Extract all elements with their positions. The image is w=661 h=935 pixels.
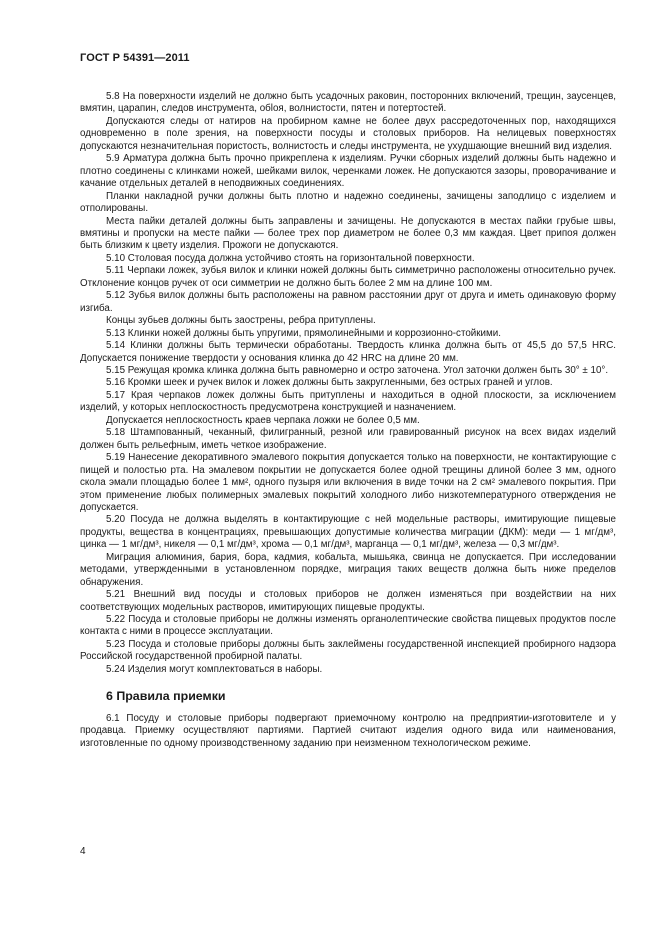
paragraph: Концы зубьев должны быть заострены, ребра притуплены. xyxy=(106,315,376,327)
paragraph: 5.12 Зубья вилок должны быть расположены на равном расстоянии друг от друга и иметь одинаковую форму изгиба. xyxy=(80,290,616,314)
paragraph: 6.1 Посуду и столовые приборы подвергают приемочному контролю на предприятии-изготовителе и у продавца. Приемку осуществляют партиями. Партией считают изделия одного вида или наименования, изготовленные по одному производственному заданию при неизменном технологическом режиме. xyxy=(80,712,616,749)
paragraph: 5.10 Столовая посуда должна устойчиво стоять на горизонтальной поверхности. xyxy=(106,252,475,264)
paragraph: 5.14 Клинки должны быть термически обработаны. Твердость клинка должна быть от 45,5 до 57,5 HRC. Допускается понижение твердости у основания клинка до 42 HRC на длине 20 мм. xyxy=(80,340,616,364)
paragraph: Допускаются следы от натиров на пробирном камне не более двух рассредоточенных пор, находящихся одновременно в поле зрения, на поверхности посуды и столовых приборов. На нелицевых поверхностях допускаются незначительная пористость, волнистость и следы инструмента, не ухудшающие внешний вид изделия. xyxy=(80,115,616,152)
paragraph: Планки накладной ручки должны быть плотно и надежно соединены, зачищены заподлицо с изделием и отполированы. xyxy=(80,190,616,215)
paragraph: 5.8 На поверхности изделий не должно быть усадочных раковин, посторонних включений, трещин, заусенцев, вмятин, царапин, следов инструмента, обloя, волнистости, пятен и потертостей. xyxy=(80,91,616,115)
paragraph: 5.13 Клинки ножей должны быть упругими, прямолинейными и коррозионно-стойкими. xyxy=(106,327,501,339)
paragraph: 5.20 Посуда не должна выделять в контактирующие с ней модельные растворы, имитирующие пищевые продукты, вещества в концентрациях, превышающих допустимые количества миграции (ДКМ): меди — 1 мг/дм³, цинка — 1 мг/дм³, никеля — 0,1 мг/дм³, хрома — 0,1 мг/дм³, марганца — 0,1 мг/дм³, железа — 0,3 мг/дм³. xyxy=(80,514,616,551)
paragraph: 5.18 Штампованный, чеканный, филигранный, резной или гравированный рисунок на всех видах изделий должен быть рельефным, иметь четкое изображение. xyxy=(80,427,616,451)
section-spacer xyxy=(80,676,616,690)
paragraph: 5.11 Черпаки ложек, зубья вилок и клинки ножей должны быть симметрично расположены относительно ручек. Отклонение концов ручек от оси симметрии не должно быть более 2 мм на длине 100 мм. xyxy=(80,265,616,289)
paragraph: Миграция алюминия, бария, бора, кадмия, кобальта, мышьяка, свинца не допускается. При исследовании методами, утвержденными в установленном порядке, миграция таких веществ должна быть ниже пределов обнаружения. xyxy=(80,551,616,588)
paragraph: 5.24 Изделия могут комплектоваться в наборы. xyxy=(106,663,323,675)
section-heading: 6 Правила приемки xyxy=(106,689,226,704)
document-header: ГОСТ Р 54391—2011 xyxy=(80,52,190,64)
document-body xyxy=(80,91,616,750)
paragraph: 5.9 Арматура должна быть прочно прикреплена к изделиям. Ручки сборных изделий должны быть надежно и плотно соединены с клинками ножей, шейками вилок, черенками ложек. Не допускаются зазоры, проворачивание и качание отдельных деталей в неподвижных соединениях. xyxy=(80,153,616,190)
paragraph: 5.15 Режущая кромка клинка должна быть равномерно и остро заточена. Угол заточки должен быть 30° ± 10°. xyxy=(106,364,609,376)
page-number: 4 xyxy=(80,846,86,857)
paragraph: 5.16 Кромки шеек и ручек вилок и ложек должны быть закругленными, без острых граней и углов. xyxy=(106,377,553,389)
paragraph: Места пайки деталей должны быть заправлены и зачищены. Не допускаются в местах пайки грубые швы, вмятины и пропуски на месте пайки — более трех пор диаметром не более 0,3 мм каждая. Цвет припоя должен быть близким к цвету изделия. Прожоги не допускаются. xyxy=(80,215,616,252)
paragraph: 5.17 Края черпаков ложек должны быть притуплены и находиться в одной плоскости, за исключением изделий, у которых неплоскостность предусмотрена конструкцией и назначением. xyxy=(80,389,616,414)
paragraph: Допускается неплоскостность краев черпака ложки не более 0,5 мм. xyxy=(106,414,420,426)
paragraph: 5.23 Посуда и столовые приборы должны быть заклеймены государственной инспекцией пробирного надзора Российской государственной пробирной палаты. xyxy=(80,638,616,663)
paragraph: 5.19 Нанесение декоративного эмалевого покрытия допускается только на поверхности, не контактирующие с пищей и полостью рта. На эмалевом покрытии не допускается более одной трещины длиной более 3 мм, одного скола эмали площадью более 1 мм², одного пузыря или включения в виде точки на 2 см² эмалевого покрытия. При этом применение любых полимерных эмалевых покрытий холодного либо низкотемпературного отверждения не допускается. xyxy=(80,452,616,513)
paragraph: 5.22 Посуда и столовые приборы не должны изменять органолептические свойства пищевых продуктов после контакта с ними в процессе эксплуатации. xyxy=(80,614,616,638)
paragraph: 5.21 Внешний вид посуды и столовых приборов не должен изменяться при воздействии на них соответствующих модельных растворов, имитирующих пищевые продукты. xyxy=(80,589,616,613)
